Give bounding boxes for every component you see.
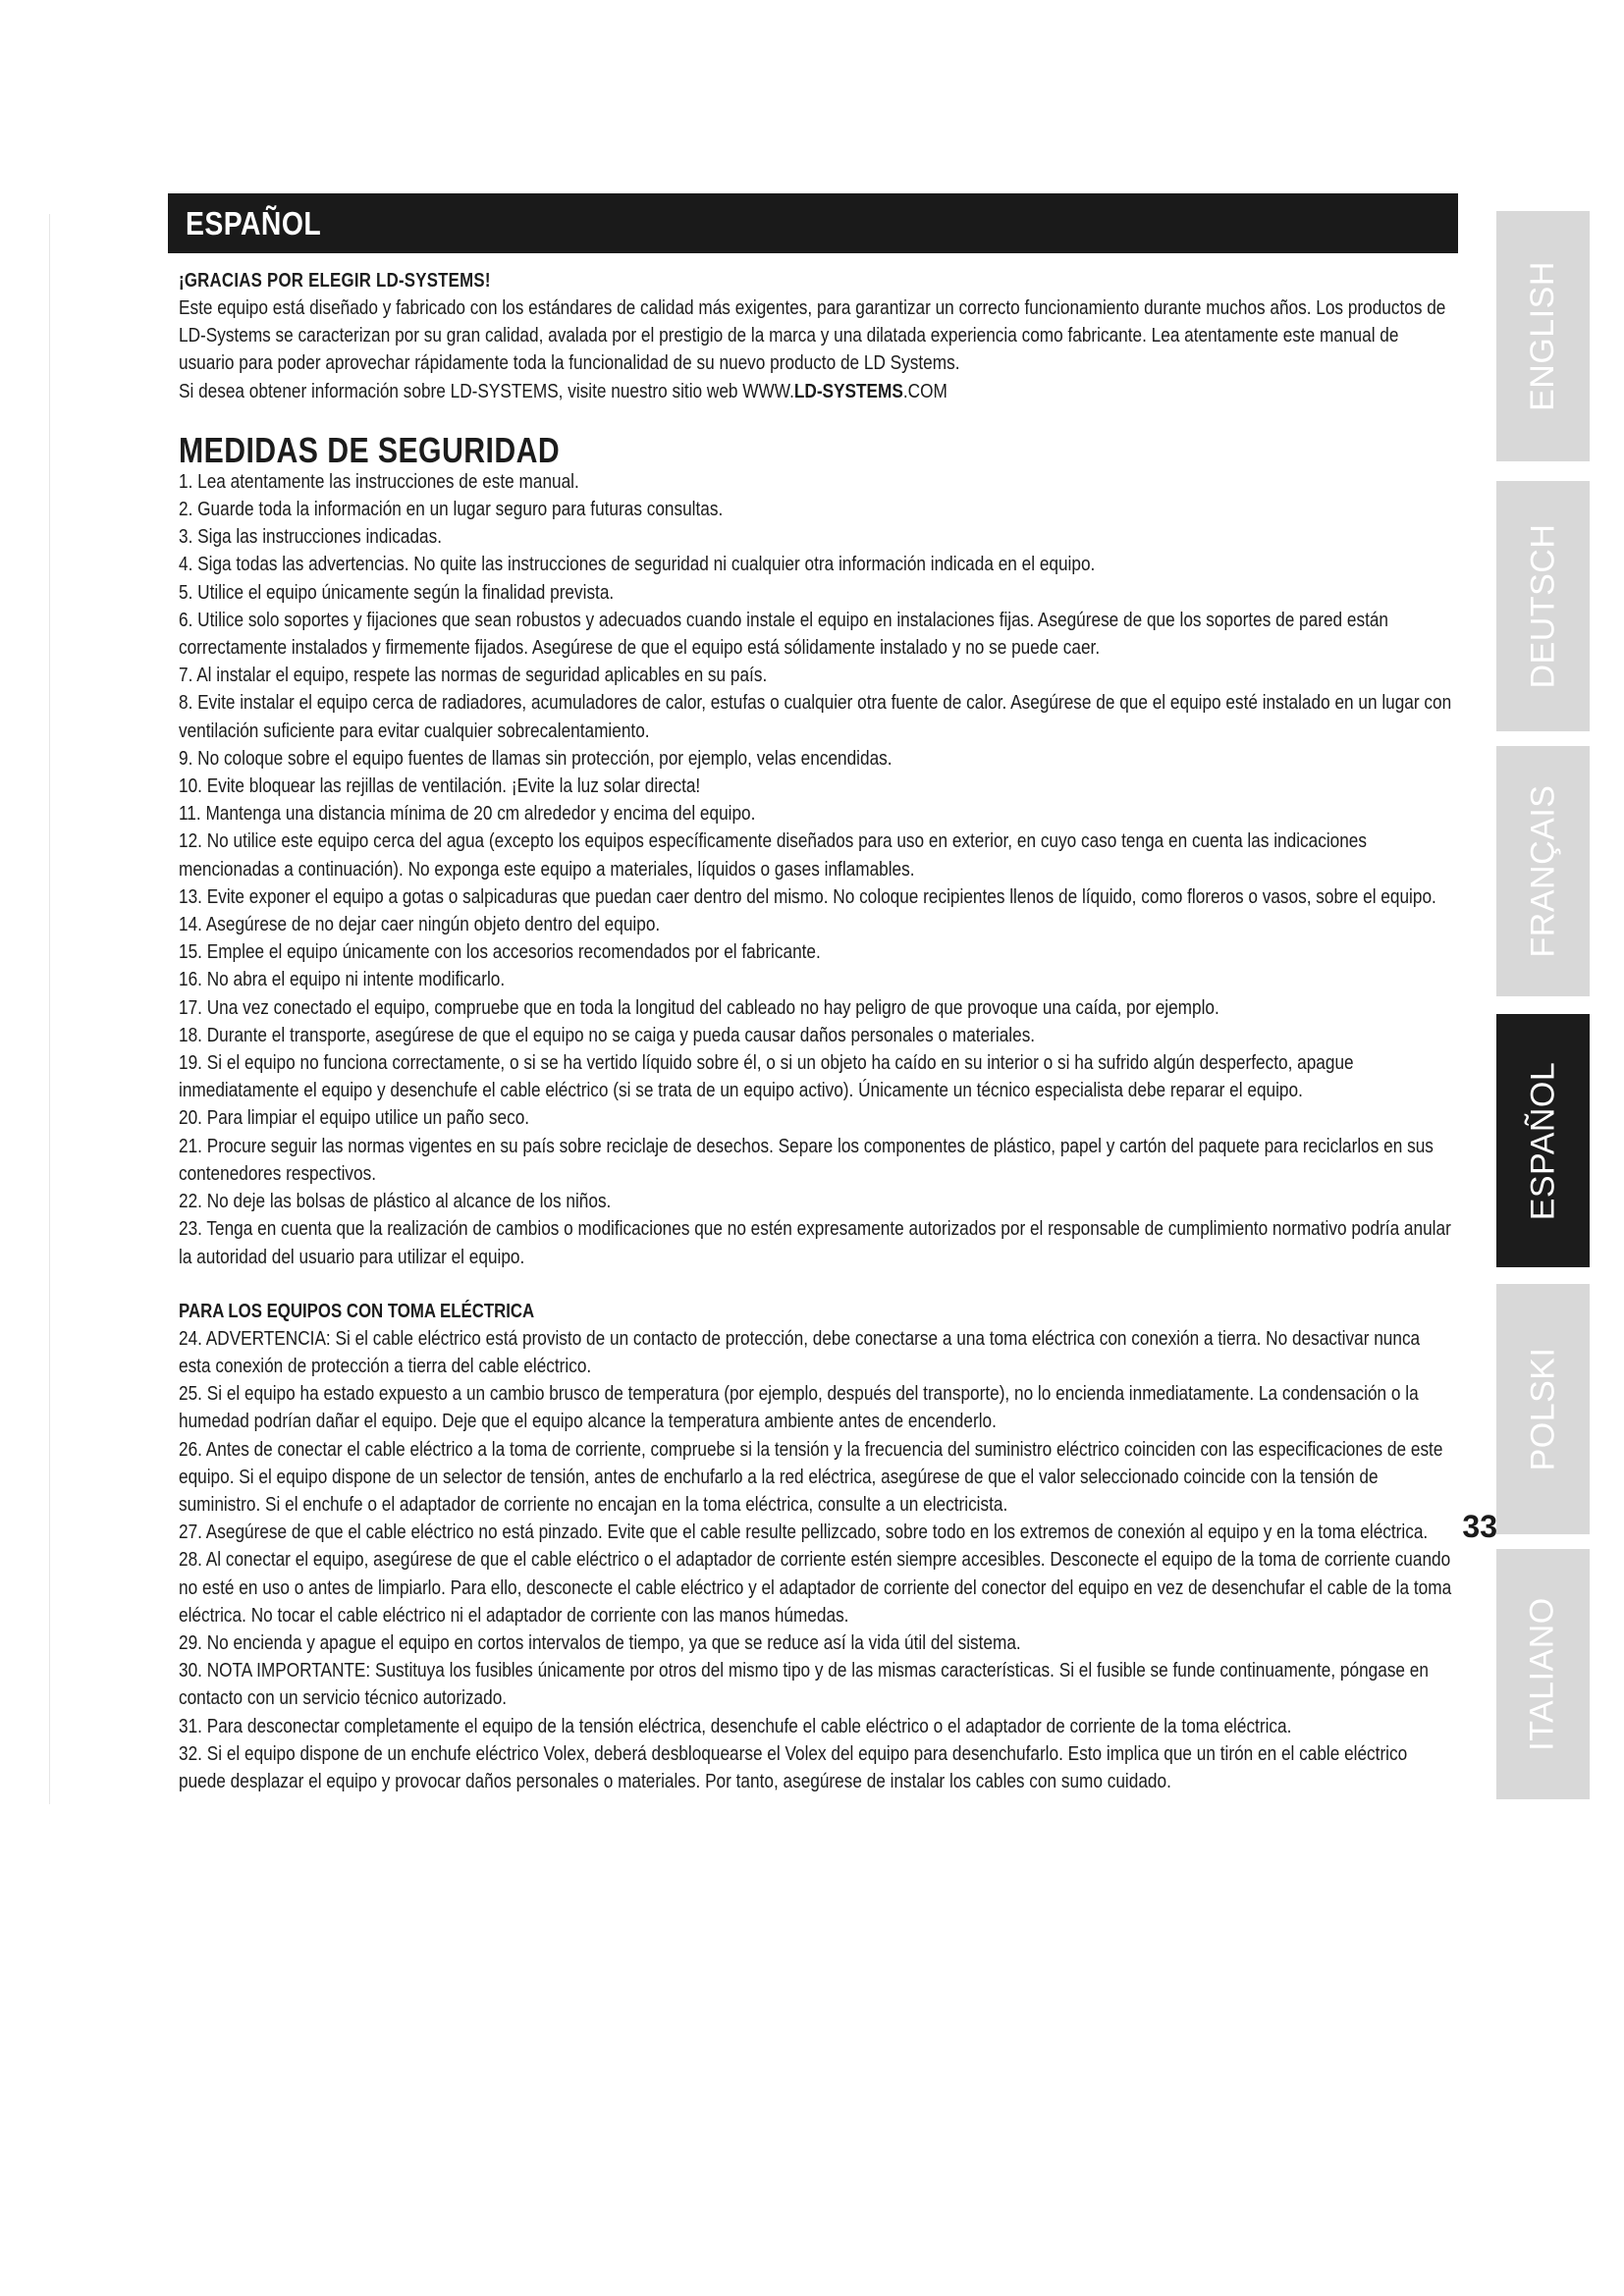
list-item: 21. Procure seguir las normas vigentes en su país sobre reciclaje de desechos. Separe los componentes de plástico, papel y cartón del paquete para reciclarlos en sus contenedores respectivos. — [179, 1134, 1434, 1185]
list-item: 8. Evite instalar el equipo cerca de radiadores, acumuladores de calor, estufas o cualquier otra fuente de calor. Asegúrese de que el equipo esté instalado en un lugar con ventilación suficiente para evitar cualquier sobrecalentamiento. — [179, 691, 1452, 742]
list-item: 10. Evite bloquear las rejillas de ventilación. ¡Evite la luz solar directa! — [179, 774, 701, 798]
tab-espanol-label: ESPAÑOL — [1524, 1061, 1562, 1220]
list-item: 23. Tenga en cuenta que la realización de cambios o modificaciones que no estén expresamente autorizados por el responsable de cumplimiento normativo podría anular la autoridad del usuario para utilizar el equipo. — [179, 1217, 1451, 1268]
page-number: 33 — [1462, 1509, 1497, 1544]
list-item: 30. NOTA IMPORTANTE: Sustituya los fusibles únicamente por otros del mismo tipo y de las mismas características. Si el fusible se funde continuamente, póngase en contacto con un servicio técnico autorizado. — [179, 1659, 1429, 1710]
electrical-title: PARA LOS EQUIPOS CON TOMA ELÉCTRICA — [179, 1300, 535, 1322]
list-item: 25. Si el equipo ha estado expuesto a un cambio brusco de temperatura (por ejemplo, después del transporte), no lo encienda inmediatamente. La condensación o la humedad podrían dañar el equipo. Deje que el equipo alcance la temperatura ambiente antes de encenderlo. — [179, 1382, 1419, 1433]
tab-english-label: ENGLISH — [1524, 261, 1562, 411]
list-item: 7. Al instalar el equipo, respete las normas de seguridad aplicables en su país. — [179, 664, 768, 687]
list-item: 29. No encienda y apague el equipo en cortos intervalos de tiempo, ya que se reduce así la vida útil del sistema. — [179, 1630, 1021, 1654]
list-item: 16. No abra el equipo ni intente modificarlo. — [179, 968, 506, 991]
tab-polski[interactable] — [1496, 1284, 1590, 1534]
tab-italiano[interactable] — [1496, 1549, 1590, 1799]
website-line — [179, 378, 1455, 405]
list-item: 11. Mantenga una distancia mínima de 20 cm alrededor y encima del equipo. — [179, 802, 756, 826]
website-suffix: .COM — [902, 379, 947, 402]
list-item: 12. No utilice este equipo cerca del agua (excepto los equipos específicamente diseñados para uso en exterior, en cuyo caso tenga en cuenta las indicaciones mencionadas a continuación). No exponga este equipo a materiales, líquidos o gases inflamables. — [179, 829, 1368, 881]
tab-italiano-label: ITALIANO — [1524, 1597, 1561, 1751]
list-item: 6. Utilice solo soportes y fijaciones que sean robustos y adecuados cuando instale el equipo en instalaciones fijas. Asegúrese de que los soportes de pared están correctamente instalados y firmemente fijados. Asegúrese de que el equipo está sólidamente instalado y no se puede caer. — [179, 608, 1389, 660]
list-item: 2. Guarde toda la información en un lugar seguro para futuras consultas. — [179, 498, 724, 521]
list-item: 1. Lea atentamente las instrucciones de este manual. — [179, 469, 579, 493]
list-item: 4. Siga todas las advertencias. No quite las instrucciones de seguridad ni cualquier otra información indicada en el equipo. — [179, 553, 1096, 576]
thanks-title: ¡GRACIAS POR ELEGIR LD-SYSTEMS! — [179, 270, 491, 292]
list-item: 3. Siga las instrucciones indicadas. — [179, 525, 443, 549]
list-item: 9. No coloque sobre el equipo fuentes de llamas sin protección, por ejemplo, velas encendidas. — [179, 746, 893, 770]
list-item: 28. Al conectar el equipo, asegúrese de que el cable eléctrico o el adaptador de corriente estén siempre accesibles. Desconecte el equipo de la toma de corriente cuando no esté en uso o antes de limpiarlo. Para ello, desconecte el cable eléctrico y el adaptador de corriente del conector del equipo en vez de desenchufar el cable de la toma eléctrica. No tocar el cable eléctrico ni el adaptador de corriente con las manos húmedas. — [179, 1548, 1452, 1627]
list-item: 24. ADVERTENCIA: Si el cable eléctrico está provisto de un contacto de protección, debe conectarse a una toma eléctrica con conexión a tierra. No desactivar nunca esta conexión de protección a tierra del cable eléctrico. — [179, 1326, 1421, 1377]
electrical-list — [179, 1325, 1455, 1795]
list-item: 32. Si el equipo dispone de un enchufe eléctrico Volex, deberá desbloquearse el Volex del equipo para desenchufarlo. Esto implica que un tirón en el cable eléctrico puede desplazar el equipo y provocar daños personales o materiales. Por tanto, asegúrese de instalar los cables con sumo cuidado. — [179, 1741, 1408, 1792]
list-item: 5. Utilice el equipo únicamente según la finalidad prevista. — [179, 580, 615, 604]
list-item: 31. Para desconectar completamente el equipo de la tensión eléctrica, desenchufe el cable eléctrico o el adaptador de corriente de la toma eléctrica. — [179, 1714, 1292, 1737]
tab-deutsch-label: DEUTSCH — [1524, 523, 1561, 689]
intro-paragraph: Este equipo está diseñado y fabricado con los estándares de calidad más exigentes, para garantizar un correcto funcionamiento durante muchos años. Los productos de LD-Systems se caracterizan por su gran calidad, avalada por el prestigio de la marca y una dilatada experiencia como fabricante. Lea atentamente este manual de usuario para poder aprovechar rápidamente toda la funcionalidad de su nuevo producto de LD Systems. — [179, 296, 1446, 375]
list-item: 19. Si el equipo no funciona correctamente, o si se ha vertido líquido sobre él, o si un objeto ha caído en su interior o si ha sufrido algún desperfecto, apague inmediatamente el equipo y desenchufe el cable eléctrico (si se trata de un equipo activo). Únicamente un técnico especialista debe reparar el equipo. — [179, 1051, 1354, 1102]
list-item: 27. Asegúrese de que el cable eléctrico no está pinzado. Evite que el cable resulte pellizcado, sobre todo en los extremos de conexión al equipo y en la toma eléctrica. — [179, 1521, 1429, 1544]
list-item: 14. Asegúrese de no dejar caer ningún objeto dentro del equipo. — [179, 913, 661, 936]
list-item: 22. No deje las bolsas de plástico al alcance de los niños. — [179, 1190, 612, 1213]
tab-francais[interactable] — [1496, 746, 1590, 996]
list-item: 18. Durante el transporte, asegúrese de que el equipo no se caiga y pueda causar daños personales o materiales. — [179, 1023, 1036, 1046]
tab-deutsch[interactable] — [1496, 481, 1590, 731]
tab-espanol[interactable] — [1496, 1014, 1590, 1267]
safety-list — [179, 468, 1455, 1271]
list-item: 26. Antes de conectar el cable eléctrico a la toma de corriente, compruebe si la tensión y la frecuencia del suministro eléctrico coinciden con las especificaciones de este equipo. Si el equipo dispone de un selector de tensión, antes de enchufarlo a la red eléctrica, asegúrese de que el valor seleccionado coincide con la tensión de suministro. Si el enchufe o el adaptador de corriente no encajan en la toma eléctrica, consulte a un electricista. — [179, 1437, 1443, 1516]
tab-francais-label: FRANÇAIS — [1524, 784, 1562, 958]
tab-english[interactable] — [1496, 211, 1590, 461]
language-header-title: ESPAÑOL — [186, 205, 322, 241]
list-item: 20. Para limpiar el equipo utilice un paño seco. — [179, 1106, 530, 1130]
tab-polski-label: POLSKI — [1524, 1347, 1561, 1471]
left-margin-rule — [49, 214, 50, 1804]
language-header-bar — [168, 193, 1458, 253]
list-item: 15. Emplee el equipo únicamente con los accesorios recomendados por el fabricante. — [179, 940, 821, 964]
safety-title: MEDIDAS DE SEGURIDAD — [179, 429, 561, 470]
website-prefix: Si desea obtener información sobre LD-SYSTEMS, visite nuestro sitio web WWW. — [179, 379, 794, 402]
website-brand: LD-SYSTEMS — [793, 379, 903, 402]
list-item: 13. Evite exponer el equipo a gotas o salpicaduras que puedan caer dentro del mismo. No coloque recipientes llenos de líquido, como floreros o vasos, sobre el equipo. — [179, 884, 1436, 908]
content-text-block — [179, 267, 1455, 1795]
intro-section — [179, 294, 1455, 405]
list-item: 17. Una vez conectado el equipo, compruebe que en toda la longitud del cableado no hay peligro de que provoque una caída, por ejemplo. — [179, 995, 1219, 1019]
main-content — [179, 267, 1455, 1795]
